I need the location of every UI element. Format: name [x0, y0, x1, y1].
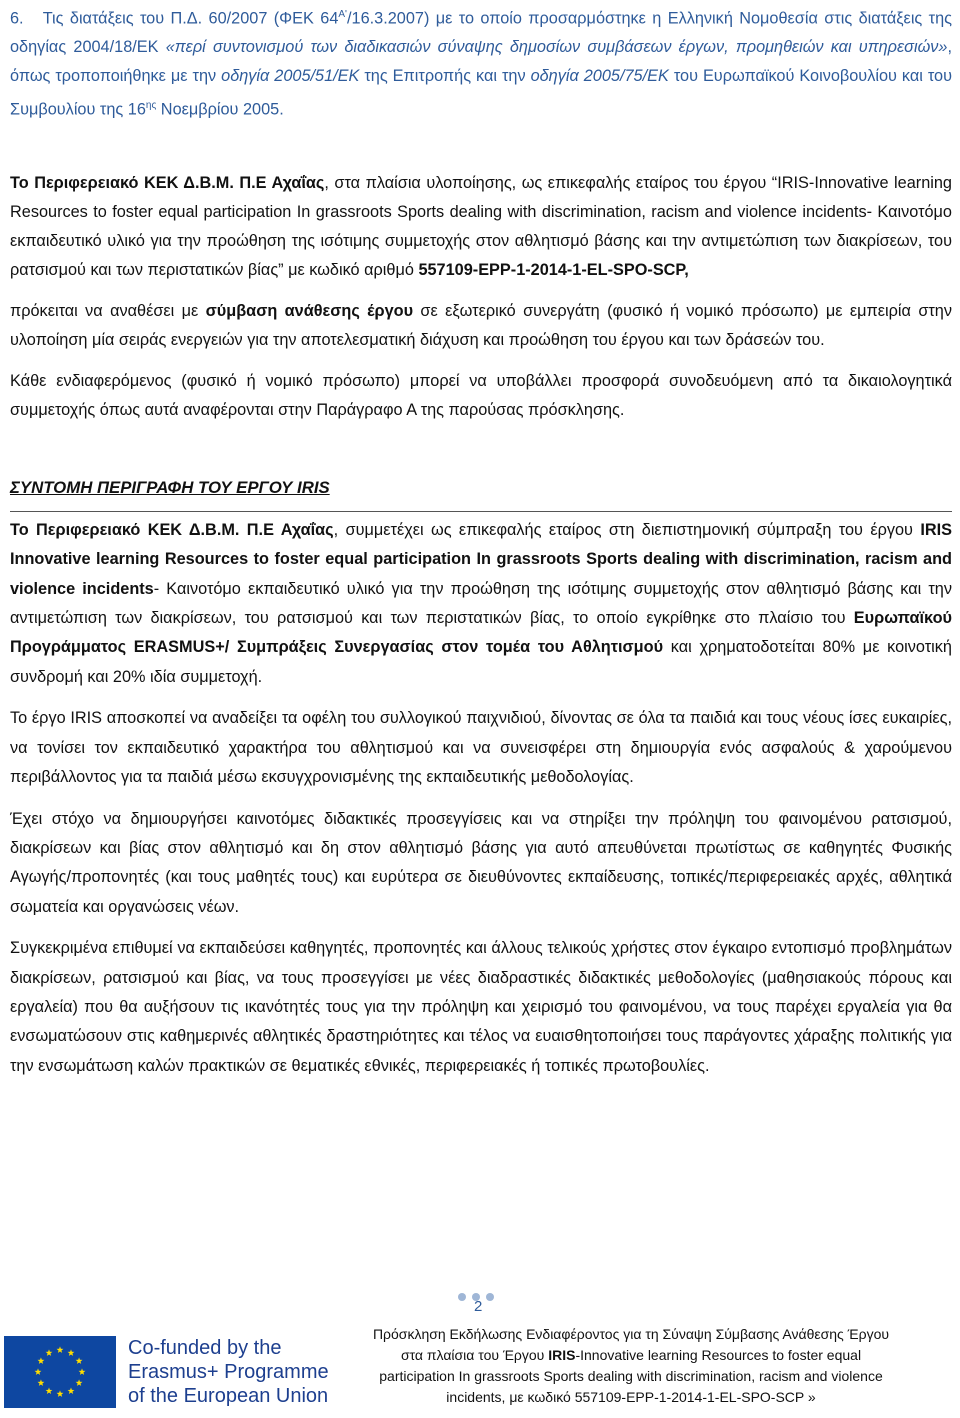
- organization-name: Το Περιφερειακό ΚΕΚ Δ.Β.Μ. Π.Ε Αχαΐας: [10, 173, 325, 192]
- list-number: 6.: [10, 9, 24, 28]
- section-paragraph-4: Συγκεκριμένα επιθυμεί να εκπαιδεύσει καθηγητές, προπονητές και άλλους τελικούς χρήστες στον έγκαιρο εντοπισμό προβλημάτων διακρίσεων, ρατσισμού και βίας, να τους προσεγγίσει με νέες διαδραστικές διδακτικές μεθοδολογίες (μαθησιακούς πόρους και εργαλεία) που θα αυξήσουν τις ικανότητές τους για την πρόληψη και χειρισμό του φαινομένου, να τους παρέχει εργαλεία για θα ενσωματώσουν στις καθημερινές αθλητικές δραστηριότητες και τέλος να ευαισθητοποιήσει τους παράγοντες χάραξης πολιτικής για την ενσωμάτωση καλών πρακτικών σε θεματικές εθνικές, περιφερειακές ή τοπικές πρωτοβουλίες.: [10, 939, 952, 1075]
- intro-paragraph: Το Περιφερειακό ΚΕΚ Δ.Β.Μ. Π.Ε Αχαΐας, στα πλαίσια υλοποίησης, ως επικεφαλής εταίρος του έργου “IRIS-Innovative learning Resources to foster equal participation In grassroots Sports dealing with discrimination, racism and violence incidents- Καινοτόμο εκπαιδευτικό υλικό για την προώθηση της ισότιμης συμμετοχής στον αθλητισμό βάσης και την αντιμετώπιση των διακρίσεων, του ρατσισμού και των περιστατικών βίας” με κωδικό αριθμό 557109-EPP-1-2014-1-EL-SPO-SCP,: [10, 173, 952, 279]
- project-code: 557109-EPP-1-2014-1-EL-SPO-SCP,: [418, 260, 689, 279]
- section-paragraph-1: Το Περιφερειακό ΚΕΚ Δ.Β.Μ. Π.Ε Αχαΐας, συμμετέχει ως επικεφαλής εταίρος στη διεπιστημονική σύμπραξη του έργου IRIS Innovative learning Resources to foster equal participation In grassroots Sports dealing with discrimination, racism and violence incidents- Καινοτόμο εκπαιδευτικό υλικό για την προώθηση της ισότιμης συμμετοχής στον αθλητισμό βάσης και την αντιμετώπιση των διακρίσεων, του ρατσισμού και των περιστατικών βίας, το οποίο εγκρίθηκε στο πλαίσιο του Ευρωπαϊκού Προγράμματος ERASMUS+/ Συμπράξεις Συνεργασίας στον τομέα του Αθλητισμού και χρηματοδοτείται 80% με κοινοτική συνδρομή και 20% ιδία συμμετοχή.: [10, 520, 952, 686]
- assignment-paragraph: πρόκειται να αναθέσει με σύμβαση ανάθεσης έργου σε εξωτερικό συνεργάτη (φυσικό ή νομικό πρόσωπο) με εμπειρία στην υλοποίηση μία σειράς ενεργειών για την αποτελεσματική διάχυση και προώθηση του έργου και των δράσεών του.: [10, 301, 952, 349]
- footer-text: Πρόσκληση Εκδήλωσης Ενδιαφέροντος για τη Σύναψη Σύμβασης Ανάθεσης Έργου στα πλαίσια του Έργου IRIS-Innovative learning Resources to foster equal participation In grassroots Sports dealing with discrimination, racism and violence incidents, με κωδικό 557109-EPP-1-2014-1-EL-SPO-SCP »: [372, 1326, 890, 1405]
- document-page: [10, 0, 952, 1081]
- page-number: 2: [474, 1298, 483, 1315]
- heading-divider: [10, 511, 952, 512]
- submission-paragraph: Κάθε ενδιαφερόμενος (φυσικό ή νομικό πρόσωπο) μπορεί να υποβάλλει προσφορά συνοδευόμενη από τα δικαιολογητικά συμμετοχής όπως αυτά αναφέρονται στην Παράγραφο Α της παρούσας πρόσκλησης.: [10, 371, 952, 419]
- eu-cofunded-logo: [4, 1330, 344, 1416]
- page-footer: [0, 1284, 960, 1418]
- list-item-6: 6. Τις διατάξεις του Π.Δ. 60/2007 (ΦΕΚ $64^{A'}/16.3.2007$) με το οποίο προσαρμόστηκε η Ελληνική Νομοθεσία στις διατάξεις της οδηγίας 2004/18/ΕΚ «περί συντονισμού των διαδικασιών σύναψης δημοσίων συμβάσεων έργων, προμηθειών και υπηρεσιών», όπως τροποποιήθηκε με την οδηγία 2005/51/ΕΚ της Επιτροπής και την οδηγία 2005/75/ΕΚ του Ευρωπαϊκού Κοινοβουλίου και του Συμβουλίου της $16^{\eta\varsigma}$ Νοεμβρίου 2005.: [10, 9, 953, 119]
- eu-flag-icon: [4, 1336, 116, 1408]
- section-paragraph-3: Έχει στόχο να δημιουργήσει καινοτόμες διδακτικές προσεγγίσεις και να στηρίξει την πρόληψη του φαινομένου ρατσισμού, διακρίσεων και βίας στον αθλητισμό και δη στον αθλητισμό βάσης για αυτό απευθύνεται πρωτίστως σε καθηγητές Φυσικής Αγωγής/προπονητές (και τους μαθητές τους) και ευρύτερα σε διευθύνοντες εκπαίδευσης, τοπικές/περιφερειακές αρχές, αθλητικά σωματεία και οργανώσεις νέων.: [10, 809, 952, 916]
- section-body: [10, 516, 952, 1081]
- section-paragraph-2: Το έργο IRIS αποσκοπεί να αναδείξει τα οφέλη του συλλογικού παιχνιδιού, δίνοντας σε όλα τα παιδιά και τους νέους ίσες ευκαιρίες, να τονίσει τον εκπαιδευτικό χαρακτήρα του αθλητισμού και να συνεισφέρει στη δημιουργία ενός ασφαλούς & χαρούμενου περιβάλλοντος για τα παιδιά μέσω εκσυγχρονισμένης της εκπαιδευτικής μεθοδολογίας.: [10, 709, 952, 787]
- section-heading: ΣΥΝΤΟΜΗ ΠΕΡΙΓΡΑΦΗ ΤΟΥ ΕΡΓΟΥ IRIS: [10, 477, 330, 497]
- eu-cofunded-text: Co-funded by the Erasmus+ Programme of the European Union: [128, 1337, 329, 1407]
